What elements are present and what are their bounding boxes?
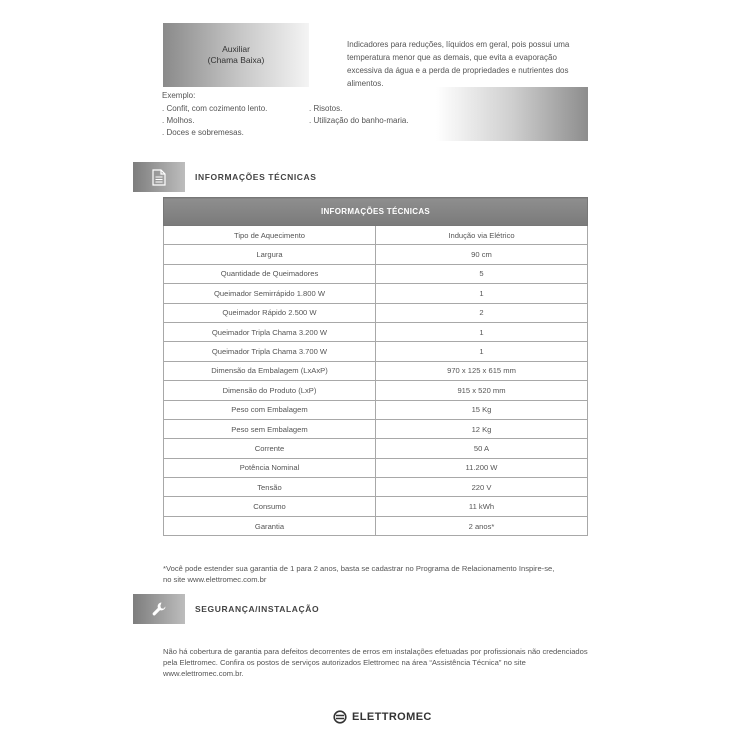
installation-text: Não há cobertura de garantia para defeitos decorrentes de erros em instalações efetuadas por profissionais não credenciados pela Elettromec. Confira os postos de serviços autorizados Elettromec na área “Assistência Técnica” no site www.elettromec.com.br.	[163, 647, 588, 678]
spec-label: Garantia	[164, 516, 376, 535]
table-row	[164, 381, 588, 400]
document-icon	[152, 169, 166, 186]
table-row	[164, 361, 588, 380]
tech-info-tab	[133, 162, 185, 192]
auxiliar-title-box	[163, 23, 309, 87]
spec-label: Peso sem Embalagem	[164, 419, 376, 438]
spec-value: Indução via Elétrico	[376, 226, 588, 245]
table-row	[164, 226, 588, 245]
spec-value: 2	[376, 303, 588, 322]
table-row	[164, 516, 588, 535]
footnote-line: *Você pode estender sua garantia de 1 para 2 anos, basta se cadastrar no Programa de Relacionamento Inspire-se,	[163, 564, 555, 573]
spec-value: 12 Kg	[376, 419, 588, 438]
table-header-row	[164, 198, 588, 226]
spec-label: Tensão	[164, 478, 376, 497]
example-item: . Utilização do banho-maria.	[309, 116, 409, 125]
spec-value: 11 kWh	[376, 497, 588, 516]
elettromec-logo-icon	[333, 710, 347, 724]
table-row	[164, 322, 588, 341]
decorative-gradient-box	[436, 87, 588, 141]
spec-value: 2 anos*	[376, 516, 588, 535]
spec-label: Peso com Embalagem	[164, 400, 376, 419]
auxiliar-description: Indicadores para reduções, líquidos em geral, pois possui uma temperatura menor que as demais, que evita a evaporação excessiva da água e a perda de propriedades e nutrientes dos alimentos.	[347, 40, 570, 88]
footnote-line: no site www.elettromec.com.br	[163, 575, 267, 584]
spec-value: 50 A	[376, 439, 588, 458]
tech-info-heading: INFORMAÇÕES TÉCNICAS	[195, 172, 317, 182]
examples-column-1	[162, 103, 267, 139]
examples-column-2	[309, 103, 409, 127]
spec-label: Tipo de Aquecimento	[164, 226, 376, 245]
example-item: . Molhos.	[162, 116, 195, 125]
auxiliar-subtitle: (Chama Baixa)	[207, 55, 265, 65]
example-item: . Doces e sobremesas.	[162, 128, 244, 137]
spec-label: Consumo	[164, 497, 376, 516]
examples-title: Exemplo:	[162, 91, 196, 100]
spec-label: Queimador Tripla Chama 3.200 W	[164, 322, 376, 341]
spec-value: 220 V	[376, 478, 588, 497]
spec-value: 90 cm	[376, 245, 588, 264]
spec-value: 1	[376, 322, 588, 341]
spec-label: Dimensão da Embalagem (LxAxP)	[164, 361, 376, 380]
wrench-icon	[151, 601, 167, 617]
spec-value: 1	[376, 284, 588, 303]
example-item: . Confit, com cozimento lento.	[162, 104, 268, 113]
spec-label: Queimador Tripla Chama 3.700 W	[164, 342, 376, 361]
table-row	[164, 303, 588, 322]
table-row	[164, 497, 588, 516]
example-item: . Risotos.	[309, 104, 343, 113]
spec-value: 5	[376, 264, 588, 283]
table-row	[164, 400, 588, 419]
brand-name: ELETTROMEC	[352, 711, 432, 723]
auxiliar-title: Auxiliar	[222, 44, 250, 54]
spec-label: Potência Nominal	[164, 458, 376, 477]
spec-label: Dimensão do Produto (LxP)	[164, 381, 376, 400]
spec-label: Corrente	[164, 439, 376, 458]
table-row	[164, 264, 588, 283]
spec-value: 970 x 125 x 615 mm	[376, 361, 588, 380]
safety-tab	[133, 594, 185, 624]
spec-value: 915 x 520 mm	[376, 381, 588, 400]
spec-label: Queimador Rápido 2.500 W	[164, 303, 376, 322]
table-row	[164, 342, 588, 361]
warranty-footnote	[163, 563, 593, 585]
table-row	[164, 284, 588, 303]
table-header: INFORMAÇÕES TÉCNICAS	[164, 198, 588, 226]
table-row	[164, 458, 588, 477]
spec-label: Quantidade de Queimadores	[164, 264, 376, 283]
spec-value: 1	[376, 342, 588, 361]
spec-label: Largura	[164, 245, 376, 264]
safety-heading: SEGURANÇA/INSTALAÇÃO	[195, 604, 320, 614]
brand-logo	[333, 710, 432, 724]
tech-spec-table	[163, 197, 588, 536]
table-row	[164, 439, 588, 458]
spec-value: 11.200 W	[376, 458, 588, 477]
table-row	[164, 478, 588, 497]
spec-value: 15 Kg	[376, 400, 588, 419]
table-row	[164, 419, 588, 438]
spec-label: Queimador Semirrápido 1.800 W	[164, 284, 376, 303]
table-row	[164, 245, 588, 264]
